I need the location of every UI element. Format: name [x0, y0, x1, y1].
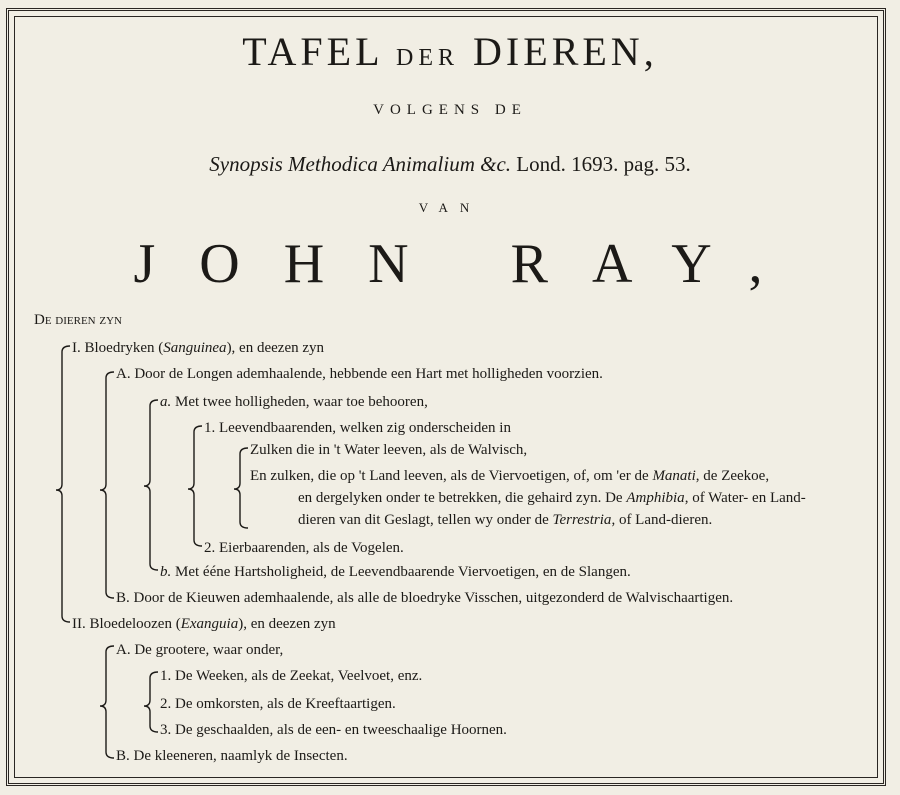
class-Ia1-water: Zulken die in 't Water leeven, als de Walvisch,	[250, 442, 528, 458]
brace-level-3b	[144, 672, 158, 732]
source-rest: Lond. 1693. pag. 53.	[516, 152, 691, 176]
land-line3-it: Terrestria	[552, 512, 612, 528]
class-Ia-label: a.	[160, 394, 172, 410]
class-Ia1-land-line1	[250, 468, 769, 485]
intro-text: De dieren zyn	[34, 312, 122, 328]
class-II-suffix: ), en deezen zyn	[238, 616, 336, 632]
land-line2-it: Amphibia	[626, 490, 685, 506]
class-IIA: A. De grootere, waar onder,	[116, 642, 284, 658]
land-line1-it: Manati	[652, 468, 696, 484]
van-label: VAN	[418, 200, 482, 215]
land-line1-b: , de Zeekoe,	[695, 468, 770, 484]
brace-level-4	[188, 426, 202, 546]
title-word-dieren: DIEREN,	[473, 29, 658, 74]
class-Ia1-land-line3	[298, 512, 712, 529]
title-word-tafel: TAFEL	[242, 29, 383, 74]
brace-level-2b	[100, 646, 114, 758]
class-Ia1-land-line2	[298, 490, 806, 507]
brace-level-1	[56, 346, 70, 622]
source-work: Synopsis Methodica Animalium &c.	[209, 152, 512, 176]
brace-level-3	[144, 400, 158, 570]
class-I-latin: Sanguinea	[163, 340, 227, 356]
land-line1-a: En zulken, die op 't Land leeven, als de Viervoetigen, of, om 'er de	[250, 468, 653, 484]
class-I-prefix: I. Bloedryken (	[72, 340, 164, 356]
class-Ia-text: Met twee holligheden, waar toe behooren,	[175, 394, 428, 410]
class-Ib-label: b.	[160, 564, 172, 580]
class-IIA3: 3. De geschaalden, als de een- en tweeschaalige Hoornen.	[160, 722, 507, 738]
class-Ib-text: Met ééne Hartsholigheid, de Leevendbaarende Viervoetigen, en de Slangen.	[175, 564, 631, 580]
class-II-latin: Exanguia	[180, 616, 239, 632]
class-Ia2: 2. Eierbaarenden, als de Vogelen.	[204, 540, 404, 556]
land-line3-a: dieren van dit Geslagt, tellen wy onder de	[298, 512, 553, 528]
class-IB: B. Door de Kieuwen ademhaalende, als alle de bloedryke Visschen, uitgezonderd de Walvischaartigen.	[116, 590, 734, 606]
class-IA: A. Door de Longen ademhaalende, hebbende een Hart met holligheden voorzien.	[116, 366, 603, 382]
land-line2-b: , of Water- en Land-	[684, 490, 806, 506]
class-Ia1: 1. Leevendbaarenden, welken zig onderscheiden in	[204, 420, 511, 436]
class-IIB: B. De kleeneren, naamlyk de Insecten.	[116, 748, 348, 764]
class-I-suffix: ), en deezen zyn	[226, 340, 325, 356]
land-line2-a: en dergelyken onder te betrekken, die gehaird zyn. De	[298, 490, 627, 506]
class-II	[72, 616, 336, 633]
brace-level-5	[234, 448, 248, 528]
class-Ib	[160, 564, 631, 581]
land-line3-b: , of Land-dieren.	[611, 512, 713, 528]
class-IIA1: 1. De Weeken, als de Zeekat, Veelvoet, enz.	[160, 668, 423, 684]
class-IIA2: 2. De omkorsten, als de Kreeftaartigen.	[160, 696, 396, 712]
class-Ia	[160, 394, 428, 411]
class-I	[72, 340, 324, 357]
author-name: JOHN RAY,	[133, 233, 807, 295]
class-II-prefix: II. Bloedeloozen (	[72, 616, 181, 632]
subtitle: VOLGENS DE	[373, 102, 527, 118]
brace-level-2	[100, 372, 114, 598]
title-word-der: DER	[396, 45, 460, 71]
